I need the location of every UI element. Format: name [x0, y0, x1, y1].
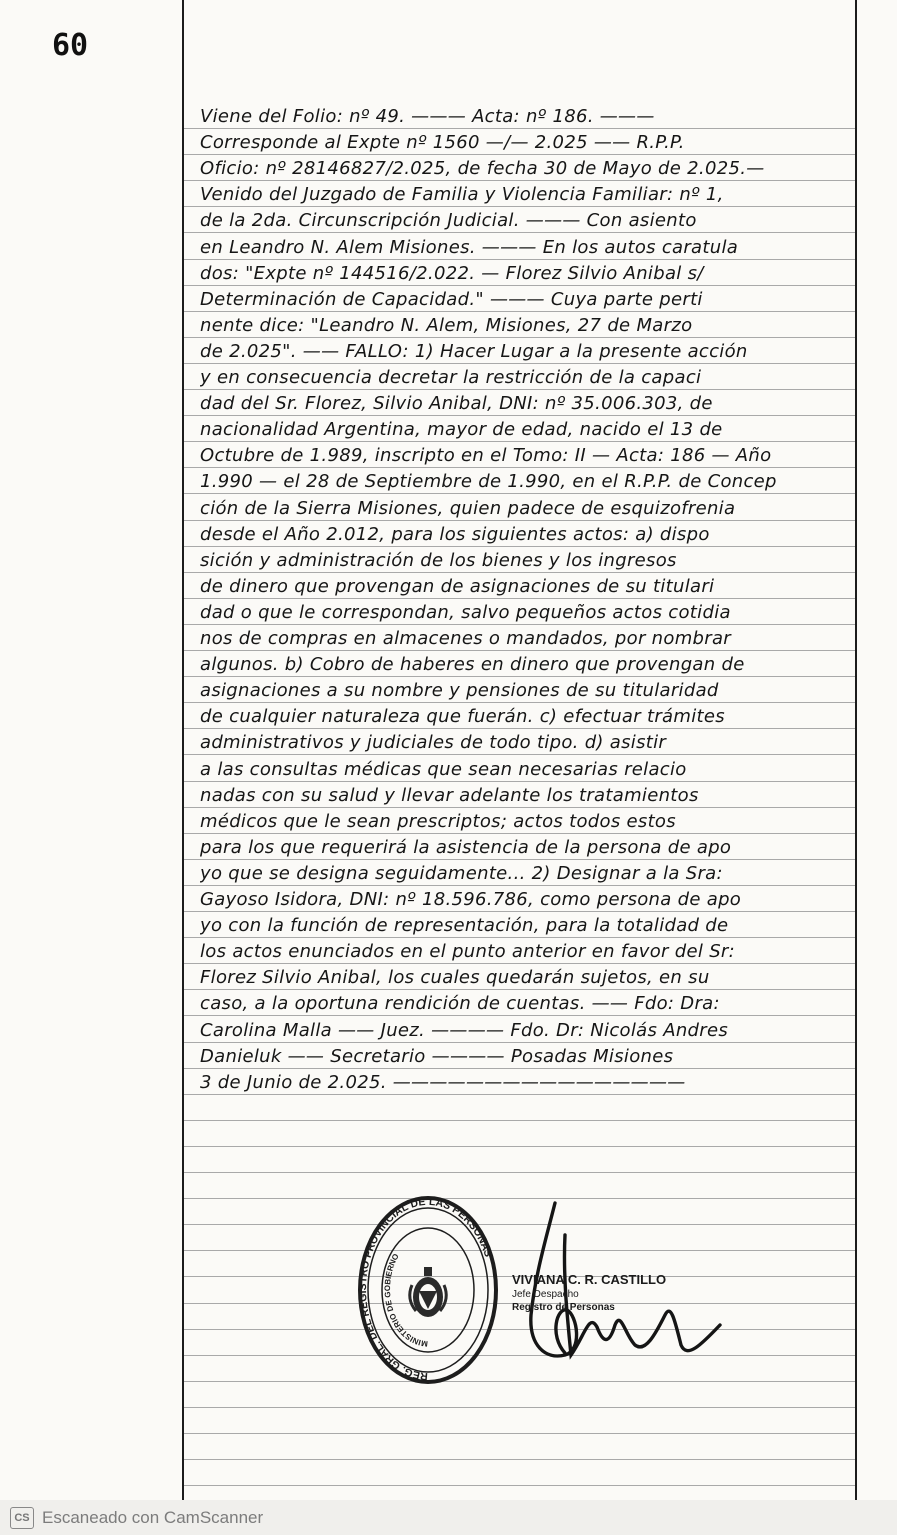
- coat-of-arms-icon: [410, 1267, 447, 1317]
- ruled-line: [182, 1146, 857, 1147]
- scanner-watermark: [0, 1500, 897, 1535]
- text-line: [200, 237, 850, 263]
- text-line-content: Danieluk —— Secretario ———— Posadas Misiones: [200, 1045, 674, 1067]
- text-line: [200, 967, 850, 993]
- text-line-content: caso, a la oportuna rendición de cuentas. —— Fdo: Dra:: [200, 993, 720, 1015]
- text-line-content: asignaciones a su nombre y pensiones de su titularidad: [200, 680, 719, 702]
- text-line: [200, 393, 850, 419]
- text-line: [200, 915, 850, 941]
- text-line: [200, 863, 850, 889]
- text-line-content: administrativos y judiciales de todo tipo. d) asistir: [200, 732, 667, 754]
- stamp-department: Registro de Personas: [512, 1302, 615, 1313]
- text-line-content: de dinero que provengan de asignaciones de su titulari: [200, 575, 715, 597]
- seal-inner-text: MINISTERIO DE GOBIERNO: [383, 1252, 429, 1349]
- text-line-content: nadas con su salud y llevar adelante los tratamientos: [200, 784, 699, 806]
- text-line: [200, 602, 850, 628]
- text-line-content: en Leandro N. Alem Misiones. ——— En los autos caratula: [200, 236, 739, 258]
- text-line: [200, 367, 850, 393]
- text-line: [200, 759, 850, 785]
- text-line-content: Florez Silvio Anibal, los cuales quedarán sujetos, en su: [200, 967, 710, 989]
- text-line: [200, 1046, 850, 1072]
- left-margin-line: [182, 0, 184, 1500]
- text-line-content: de cualquier naturaleza que fuerán. c) efectuar trámites: [200, 706, 725, 728]
- text-line-content: Determinación de Capacidad." ——— Cuya parte perti: [200, 288, 703, 310]
- text-line-content: de 2.025". —— FALLO: 1) Hacer Lugar a la presente acción: [200, 340, 748, 362]
- text-line: [200, 941, 850, 967]
- text-line: [200, 706, 850, 732]
- ruled-line: [182, 1120, 857, 1121]
- text-line-content: médicos que le sean prescriptos; actos todos estos: [200, 810, 676, 832]
- camscanner-icon: CS: [10, 1507, 34, 1529]
- ruled-line: [182, 1485, 857, 1486]
- text-line: [200, 341, 850, 367]
- right-margin-line: [855, 0, 857, 1500]
- text-line-content: Viene del Folio: nº 49. ——— Acta: nº 186. ———: [200, 106, 655, 127]
- text-line-content: ción de la Sierra Misiones, quien padece de esquizofrenia: [200, 497, 736, 519]
- ruled-line: [182, 1172, 857, 1173]
- text-line-content: para los que requerirá la asistencia de la persona de apo: [200, 836, 732, 858]
- text-line: [200, 837, 850, 863]
- ruled-line: [182, 1433, 857, 1434]
- text-line-content: los actos enunciados en el punto anterior en favor del Sr:: [200, 941, 735, 963]
- ruled-line: [182, 1459, 857, 1460]
- text-line-content: 3 de Junio de 2.025. ————————————————: [200, 1071, 686, 1093]
- official-seal: [357, 1193, 499, 1387]
- text-line: [200, 732, 850, 758]
- text-line: [200, 289, 850, 315]
- text-line: [200, 210, 850, 236]
- text-line-content: yo con la función de representación, para la totalidad de: [200, 915, 729, 937]
- text-line: [200, 654, 850, 680]
- text-line-content: yo que se designa seguidamente... 2) Designar a la Sra:: [200, 862, 723, 884]
- text-line: [200, 106, 850, 132]
- text-line-content: Carolina Malla —— Juez. ———— Fdo. Dr: Nicolás Andres: [200, 1019, 729, 1041]
- ruled-line: [182, 1407, 857, 1408]
- text-line: [200, 1072, 850, 1098]
- text-line: [200, 889, 850, 915]
- stamp-role: Jefe Despacho: [512, 1289, 579, 1300]
- stamp-name: VIVIANA C. R. CASTILLO: [512, 1272, 667, 1287]
- text-line-content: de la 2da. Circunscripción Judicial. ——— Con asiento: [200, 210, 697, 232]
- text-line: [200, 524, 850, 550]
- text-line: [200, 315, 850, 341]
- text-line: [200, 576, 850, 602]
- text-line-content: dad del Sr. Florez, Silvio Anibal, DNI: nº 35.006.303, de: [200, 393, 713, 415]
- text-line-content: Venido del Juzgado de Familia y Violencia Familiar: nº 1,: [200, 184, 724, 206]
- text-line-content: sición y administración de los bienes y los ingresos: [200, 549, 677, 571]
- text-line-content: Oficio: nº 28146827/2.025, de fecha 30 de Mayo de 2.025.—: [200, 158, 765, 180]
- text-line-content: desde el Año 2.012, para los siguientes actos: a) dispo: [200, 523, 710, 545]
- text-line-content: nacionalidad Argentina, mayor de edad, nacido el 13 de: [200, 419, 723, 441]
- text-line-content: algunos. b) Cobro de haberes en dinero que provengan de: [200, 654, 745, 676]
- text-line-content: Corresponde al Expte nº 1560 —/— 2.025 —— R.P.P.: [200, 132, 685, 154]
- text-line: [200, 445, 850, 471]
- text-line: [200, 993, 850, 1019]
- text-line: [200, 550, 850, 576]
- text-line: [200, 471, 850, 497]
- text-line: [200, 498, 850, 524]
- text-line: [200, 811, 850, 837]
- text-line-content: nos de compras en almacenes o mandados, por nombrar: [200, 628, 731, 649]
- scanner-label: Escaneado con CamScanner: [42, 1507, 264, 1527]
- page-number: 60: [52, 28, 89, 63]
- text-line: [200, 184, 850, 210]
- text-line-content: 1.990 — el 28 de Septiembre de 1.990, en el R.P.P. de Concep: [200, 471, 777, 493]
- text-line: [200, 263, 850, 289]
- text-line-content: Octubre de 1.989, inscripto en el Tomo: II — Acta: 186 — Año: [200, 445, 772, 467]
- text-line: [200, 1020, 850, 1046]
- text-line-content: nente dice: "Leandro N. Alem, Misiones, 27 de Marzo: [200, 314, 693, 336]
- text-line-content: y en consecuencia decretar la restricción de la capaci: [200, 367, 702, 388]
- text-line: [200, 628, 850, 654]
- text-line: [200, 158, 850, 184]
- registrar-stamp: [512, 1272, 692, 1313]
- text-line-content: dad o que le correspondan, salvo pequeños actos cotidia: [200, 601, 731, 623]
- text-line-content: dos: "Expte nº 144516/2.022. — Florez Silvio Anibal s/: [200, 262, 704, 284]
- text-line-content: a las consultas médicas que sean necesarias relacio: [200, 758, 687, 780]
- text-line: [200, 132, 850, 158]
- seal-outer-text: REG. GRAL. DEL REGISTRO PROVINCIAL DE LAS PERSONAS: [357, 1195, 495, 1383]
- text-line: [200, 680, 850, 706]
- text-line-content: Gayoso Isidora, DNI: nº 18.596.786, como persona de apo: [200, 889, 742, 910]
- text-line: [200, 785, 850, 811]
- text-line: [200, 419, 850, 445]
